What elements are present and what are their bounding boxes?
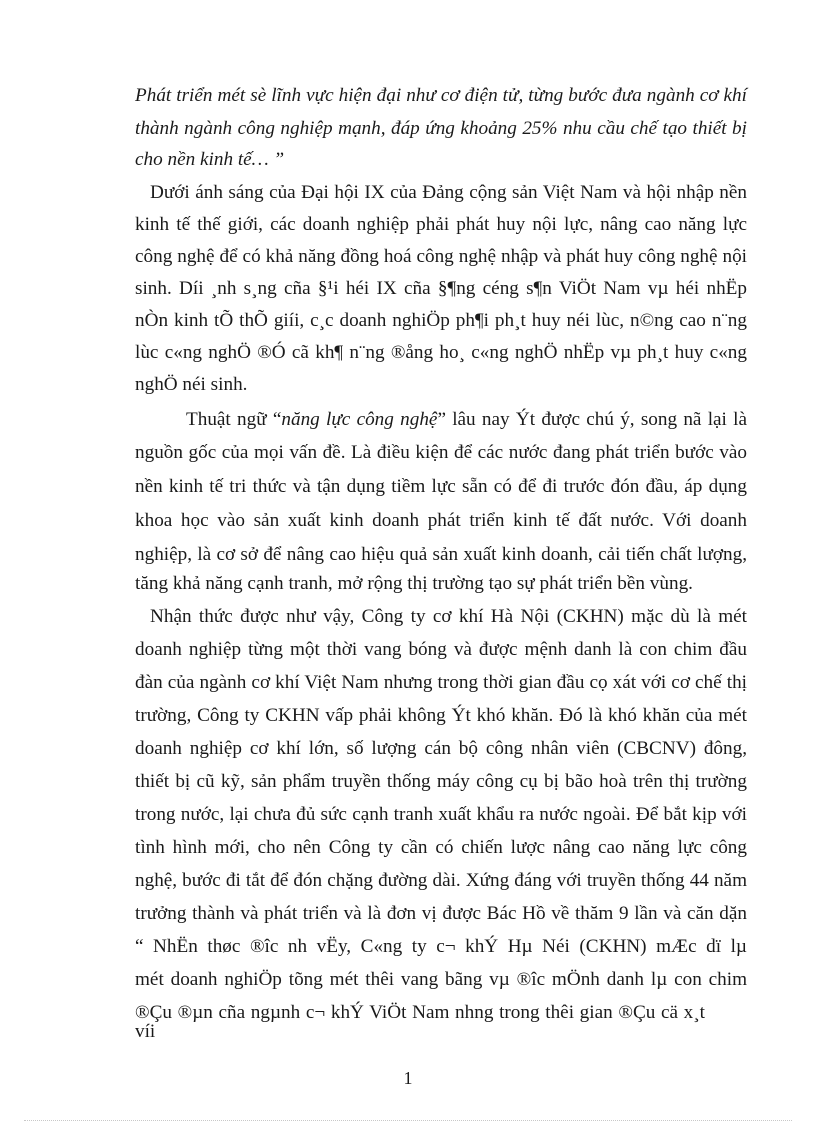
text-segment: ” lâu nay Ýt được chú ý, song nã lại là xyxy=(437,409,747,430)
text-line: Dưới ánh sáng của Đại hội IX của Đảng cộng sản Việt Nam và hội nhập nền xyxy=(150,182,747,203)
text-line: nghiệp, là cơ sở để nâng cao hiệu quả sản xuất kinh doanh, cải tiến chất lượng, xyxy=(135,544,747,565)
emphasis-term: năng lực công nghệ xyxy=(281,409,438,430)
text-line: “ NhËn thøc ®îc nh vËy, C«ng ty c¬ khÝ Hµ Néi (CKHN) mÆc dï lµ xyxy=(135,936,747,957)
text-line: cho nền kinh tế… ” xyxy=(135,149,285,170)
text-line: nghệ, bước đi tắt để đón chặng đường dài. Xứng đáng với truyền thống 44 năm xyxy=(135,870,747,891)
text-line: trong nước, lại chưa đủ sức cạnh tranh xuất khẩu ra nước ngoài. Để bắt kịp với xyxy=(135,804,747,825)
text-line: Phát triển mét sè lĩnh vực hiện đại như cơ điện tử, từng bước đưa ngành cơ khí xyxy=(135,85,747,106)
text-line: doanh nghiệp từng một thời vang bóng và được mệnh danh là con chim đầu xyxy=(135,639,747,660)
text-line: mét doanh nghiÖp tõng mét thêi vang bãng vµ ®îc mÖnh danh lµ con chim xyxy=(135,969,747,990)
text-line: trường, Công ty CKHN vấp phải không Ýt khó khăn. Đó là khó khăn của mét xyxy=(135,705,747,726)
text-line: thiết bị cũ kỹ, sản phẩm truyền thống máy công cụ bị bão hoà trên thị trường xyxy=(135,771,747,792)
text-line: doanh nghiệp cơ khí lớn, số lượng cán bộ công nhân viên (CBCNV) đông, xyxy=(135,738,747,759)
text-line: tăng khả năng cạnh tranh, mở rộng thị trường tạo sự phát triển bền vùng. xyxy=(135,573,693,594)
text-line: nÒn kinh tÕ thÕ giíi, c¸c doanh nghiÖp ph¶i ph¸t huy néi lùc, n©ng cao n¨ng xyxy=(135,310,747,331)
text-line: nghÖ néi sinh. xyxy=(135,374,248,395)
text-segment: Thuật ngữ “ xyxy=(186,409,282,430)
text-line: khoa học vào sản xuất kinh doanh phát triển kinh tế đất nước. Với doanh xyxy=(135,510,747,531)
text-line: trưởng thành và phát triển và là đơn vị được Bác Hồ về thăm 9 lần và căn dặn xyxy=(135,903,747,924)
text-line xyxy=(186,410,747,429)
text-line: lùc c«ng nghÖ ®Ó cã kh¶ n¨ng ®ång ho¸ c«ng nghÖ nhËp vµ ph¸t huy c«ng xyxy=(135,342,747,363)
text-line: công nghệ để có khả năng đồng hoá công nghệ nhập và phát huy công nghệ nội xyxy=(135,246,747,267)
text-line: kinh tế thế giới, các doanh nghiệp phải phát huy nội lực, nâng cao năng lực xyxy=(135,214,747,235)
text-line: nguồn gốc của mọi vấn đề. Là điều kiện để các nước đang phát triển bước vào xyxy=(135,442,747,463)
text-line: nền kinh tế tri thức và tận dụng tiềm lực sẵn có để đi trước đón đầu, áp dụng xyxy=(135,476,747,497)
page-number: 1 xyxy=(403,1068,413,1088)
text-line: Nhận thức được như vậy, Công ty cơ khí Hà Nội (CKHN) mặc dù là mét xyxy=(150,606,747,627)
text-line: đàn của ngành cơ khí Việt Nam nhưng trong thời gian đầu cọ xát với cơ chế thị xyxy=(135,672,747,693)
text-line: ®Çu ®µn cña ngµnh c¬ khÝ ViÖt Nam nhng trong thêi gian ®Çu cä x¸t víi xyxy=(135,1002,705,1043)
text-line: sinh. Díi ¸nh s¸ng cña §¹i héi IX cña §¶ng céng s¶n ViÖt Nam vµ héi nhËp xyxy=(135,278,747,299)
text-line: tình hình mới, cho nên Công ty cần có chiến lược nâng cao năng lực công xyxy=(135,837,747,858)
page-edge-divider xyxy=(24,1120,792,1121)
text-line: thành ngành công nghiệp mạnh, đáp ứng khoảng 25% nhu cầu chế tạo thiết bị xyxy=(135,118,747,139)
